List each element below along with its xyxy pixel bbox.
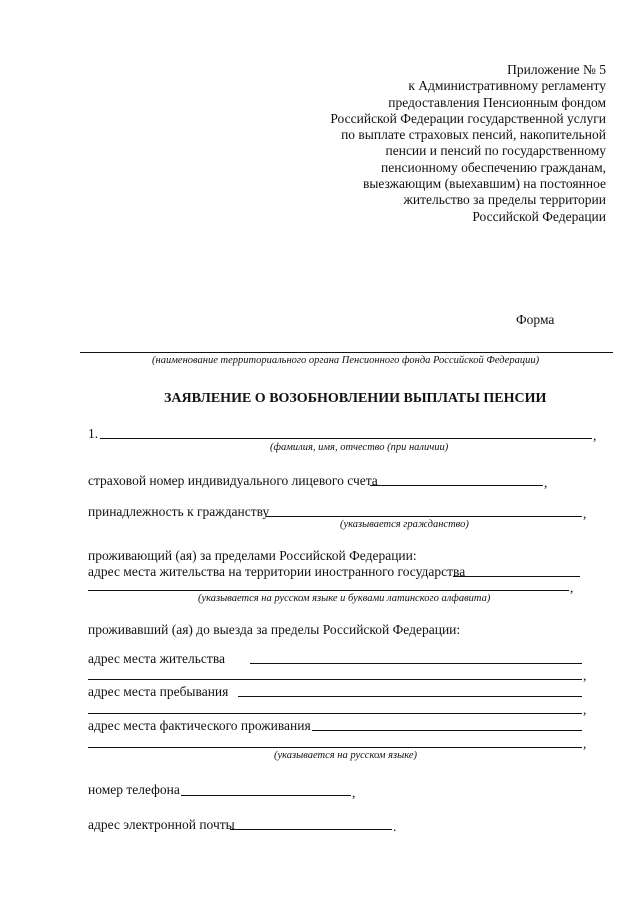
comma: ,	[583, 702, 587, 717]
citizenship-label: принадлежность к гражданству	[88, 504, 270, 519]
appendix-line: к Административному регламенту	[408, 78, 606, 94]
residence-address-field[interactable]	[250, 663, 582, 664]
appendix-line: Российской Федерации государственной услуги	[330, 110, 606, 126]
actual-address-label: адрес места фактического проживания	[88, 718, 311, 733]
comma: ,	[544, 475, 548, 490]
foreign-address-label: адрес места жительства на территории иностранного государства	[88, 564, 466, 579]
snils-label: страховой номер индивидуального лицевого счета	[88, 473, 378, 488]
appendix-line: Российской Федерации	[472, 208, 606, 224]
residence-address-field-line2[interactable]	[88, 679, 582, 680]
comma: ,	[570, 580, 574, 595]
foreign-address-field-line2[interactable]	[88, 590, 569, 591]
phone-label: номер телефона	[88, 782, 180, 797]
appendix-line: пенсии и пенсий по государственному	[385, 143, 606, 159]
name-field-number: 1.	[88, 426, 99, 441]
full-name-hint: (фамилия, имя, отчество (при наличии)	[270, 442, 449, 453]
russian-language-hint: (указывается на русском языке)	[274, 750, 418, 761]
snils-field[interactable]	[370, 485, 543, 486]
appendix-line: пенсионному обеспечению гражданам,	[381, 159, 606, 175]
before-departure-heading: проживавший (ая) до выезда за пределы Российской Федерации:	[88, 622, 461, 637]
appendix-line: Приложение № 5	[507, 62, 606, 77]
comma: ,	[352, 785, 356, 800]
appendix-line: жительство за пределы территории	[403, 192, 606, 208]
comma: ,	[583, 506, 587, 521]
phone-field[interactable]	[181, 795, 351, 796]
citizenship-field[interactable]	[266, 516, 582, 517]
citizenship-hint: (указывается гражданство)	[340, 519, 469, 530]
period: .	[393, 819, 397, 834]
email-field[interactable]	[230, 829, 392, 830]
stay-address-label: адрес места пребывания	[88, 684, 229, 699]
stay-address-field[interactable]	[238, 696, 582, 697]
foreign-address-hint: (указывается на русском языке и буквами латинского алфавита)	[198, 593, 491, 604]
appendix-line: предоставления Пенсионным фондом	[388, 94, 606, 110]
appendix-header	[330, 62, 606, 225]
comma: ,	[583, 736, 587, 751]
abroad-heading: проживающий (ая) за пределами Российской Федерации:	[88, 548, 417, 563]
appendix-line: по выплате страховых пенсий, накопительной	[341, 127, 606, 143]
full-name-field[interactable]	[100, 438, 592, 439]
organ-name-hint: (наименование территориального органа Пенсионного фонда Российской Федерации)	[152, 355, 540, 366]
appendix-line: выезжающим (выехавшим) на постоянное	[362, 176, 606, 192]
comma: ,	[583, 668, 587, 683]
foreign-address-field[interactable]	[453, 576, 580, 577]
organ-name-field[interactable]	[80, 352, 613, 353]
comma: ,	[593, 428, 597, 443]
form-label: Форма	[516, 312, 555, 327]
actual-address-field-line2[interactable]	[88, 747, 582, 748]
residence-address-label: адрес места жительства	[88, 651, 226, 666]
email-label: адрес электронной почты	[88, 817, 235, 832]
stay-address-field-line2[interactable]	[88, 713, 582, 714]
document-title: ЗАЯВЛЕНИЕ О ВОЗОБНОВЛЕНИИ ВЫПЛАТЫ ПЕНСИИ	[164, 391, 547, 406]
actual-address-field[interactable]	[312, 730, 582, 731]
